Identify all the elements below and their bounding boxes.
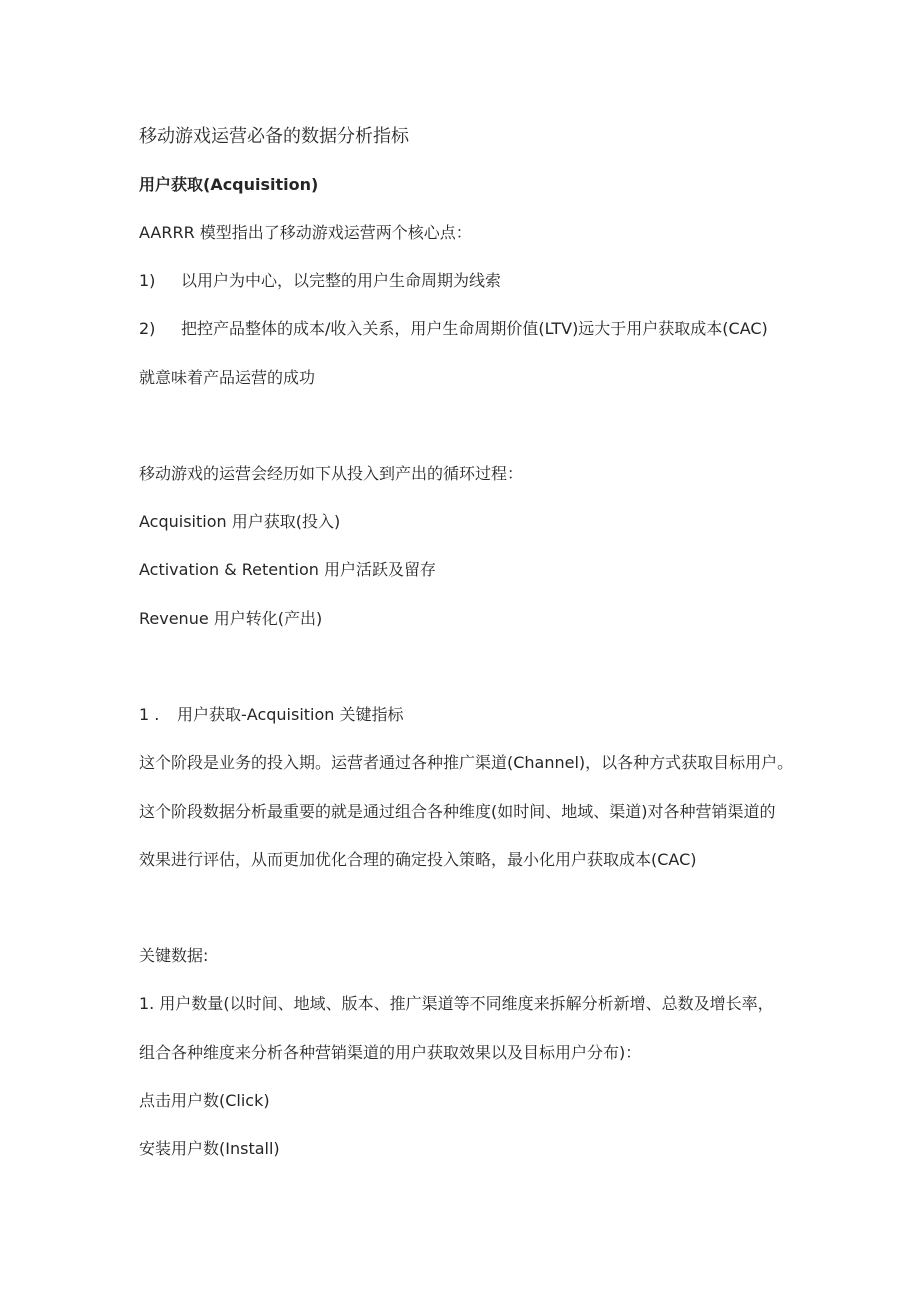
point-text: 把控产品整体的成本/收入关系，用户生命周期价值(LTV)远大于用户获取成本(CAC): [181, 319, 768, 338]
point-number: 1): [139, 271, 156, 290]
key-item-line: 1. 用户数量(以时间、地域、版本、推广渠道等不同维度来拆解分析新增、总数及增长率，: [139, 994, 774, 1013]
point-number: 2): [139, 319, 156, 338]
subsection-number: 1 .: [139, 705, 160, 724]
subsection-title: 用户获取-Acquisition 关键指标: [177, 705, 404, 724]
key-data-label: 关键数据:: [139, 946, 209, 965]
cycle-intro-text: 移动游戏的运营会经历如下从投入到产出的循环过程：: [139, 464, 524, 483]
paragraph-line: 这个阶段是业务的投入期。运营者通过各种推广渠道(Channel)，以各种方式获取目标用户。: [139, 753, 794, 772]
key-item-line: 组合各种维度来分析各种营销渠道的用户获取效果以及目标用户分布)：: [139, 1043, 642, 1062]
cycle-step: Acquisition 用户获取(投入): [139, 512, 341, 531]
intro-text: AARRR 模型指出了移动游戏运营两个核心点：: [139, 223, 472, 242]
point-item: [139, 318, 768, 340]
document-title: 移动游戏运营必备的数据分析指标: [139, 126, 409, 147]
metric-item: 点击用户数(Click): [139, 1091, 270, 1110]
cycle-step: Activation & Retention 用户活跃及留存: [139, 560, 436, 579]
point-item: [139, 270, 501, 292]
section-heading: 用户获取(Acquisition): [139, 175, 319, 194]
paragraph-line: 这个阶段数据分析最重要的就是通过组合各种维度(如时间、地域、渠道)对各种营销渠道的: [139, 802, 776, 821]
metric-item: 安装用户数(Install): [139, 1139, 280, 1158]
point-text: 以用户为中心，以完整的用户生命周期为线索: [181, 271, 502, 290]
points-tail-text: 就意味着产品运营的成功: [139, 368, 316, 387]
paragraph-line: 效果进行评估，从而更加优化合理的确定投入策略，最小化用户获取成本(CAC): [139, 850, 697, 869]
cycle-step: Revenue 用户转化(产出): [139, 609, 323, 628]
subsection-heading: [139, 704, 404, 726]
